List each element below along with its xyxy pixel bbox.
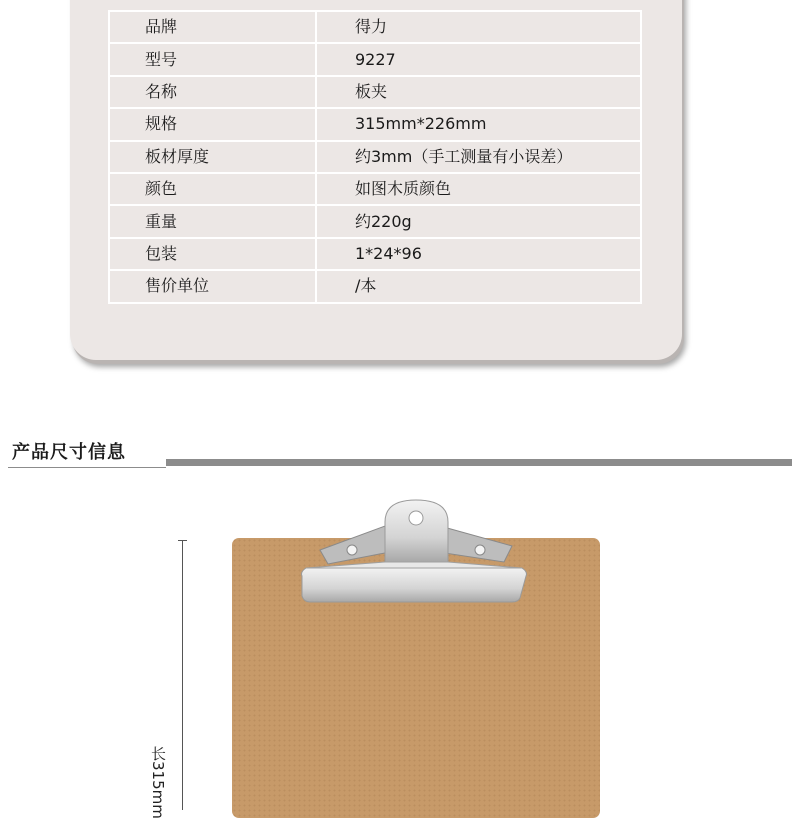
spec-row (109, 141, 641, 173)
spec-row (109, 270, 641, 302)
spec-label: 规格 (109, 108, 316, 140)
spec-value: 得力 (316, 11, 641, 43)
length-label: 长315mm (149, 746, 167, 819)
spec-row (109, 173, 641, 205)
section-divider-bar (166, 459, 792, 466)
spec-value: 约3mm（手工测量有小误差） (316, 141, 641, 173)
spec-value: 315mm*226mm (316, 108, 641, 140)
section-divider-line (8, 467, 166, 468)
spec-value: 如图木质颜色 (316, 173, 641, 205)
spec-value: 板夹 (316, 76, 641, 108)
section-title: 产品尺寸信息 (12, 442, 126, 463)
spec-row (109, 43, 641, 75)
spec-row (109, 238, 641, 270)
spec-label: 名称 (109, 76, 316, 108)
spec-row (109, 11, 641, 43)
spec-row (109, 205, 641, 237)
spec-label: 颜色 (109, 173, 316, 205)
spec-label: 重量 (109, 205, 316, 237)
spec-value: 9227 (316, 43, 641, 75)
spec-row (109, 76, 641, 108)
spec-label: 售价单位 (109, 270, 316, 302)
spec-value: 1*24*96 (316, 238, 641, 270)
spec-label: 板材厚度 (109, 141, 316, 173)
spec-row (109, 108, 641, 140)
spec-table (108, 10, 642, 304)
dimension-line (182, 540, 183, 810)
spec-label: 型号 (109, 43, 316, 75)
section-header (8, 436, 792, 470)
spec-label: 包装 (109, 238, 316, 270)
spec-value: 约220g (316, 205, 641, 237)
clipboard-clip-icon (290, 492, 530, 612)
spec-value: /本 (316, 270, 641, 302)
spec-label: 品牌 (109, 11, 316, 43)
